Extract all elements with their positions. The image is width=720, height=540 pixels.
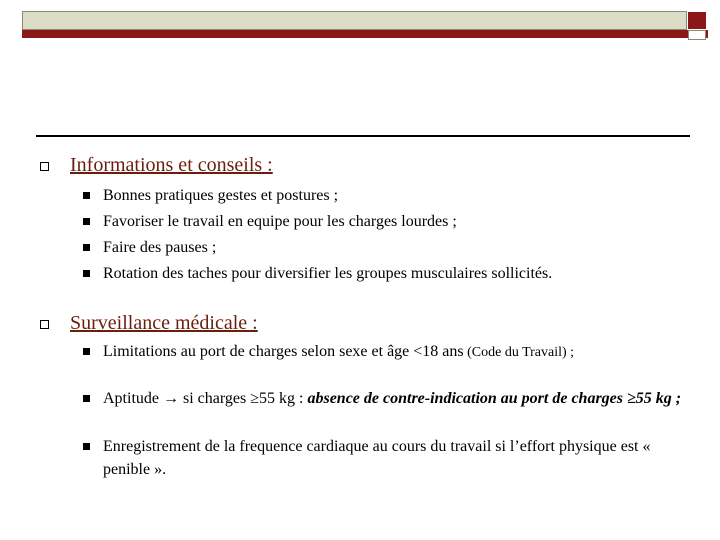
list-item-text: Faire des pauses ;	[103, 239, 217, 256]
list-item-text: Limitations au port de charges selon sexe et âge <18 ans (Code du Travail) ;	[103, 343, 575, 360]
list-item-text: Aptitude → si charges ≥55 kg : absence de contre-indication au port de charges ≥55 kg ;	[103, 390, 682, 407]
list-item-text: Enregistrement de la frequence cardiaque au cours du travail si l’effort physique est « penible ».	[103, 438, 651, 478]
square-bullet-icon	[83, 244, 90, 251]
section-heading-text: Informations et conseils :	[70, 154, 273, 176]
hollow-square-bullet-icon	[40, 320, 49, 329]
list-item-text: Bonnes pratiques gestes et postures ;	[103, 187, 339, 204]
list-item-text: Rotation des taches pour diversifier les groupes musculaires sollicités.	[103, 265, 553, 282]
square-bullet-icon	[83, 348, 90, 355]
section-heading-2	[40, 312, 258, 334]
section-heading-1	[40, 154, 273, 176]
list-item-text: Favoriser le travail en equipe pour les charges lourdes ;	[103, 213, 457, 230]
hollow-square-bullet-icon	[40, 162, 49, 171]
header-band	[22, 11, 687, 30]
section-heading-text: Surveillance médicale :	[70, 312, 258, 334]
square-bullet-icon	[83, 443, 90, 450]
square-bullet-icon	[83, 270, 90, 277]
title-rule	[36, 135, 690, 137]
corner-block	[688, 12, 706, 29]
square-bullet-icon	[83, 192, 90, 199]
header-stripe	[22, 30, 708, 38]
corner-box	[688, 30, 706, 40]
square-bullet-icon	[83, 218, 90, 225]
square-bullet-icon	[83, 395, 90, 402]
